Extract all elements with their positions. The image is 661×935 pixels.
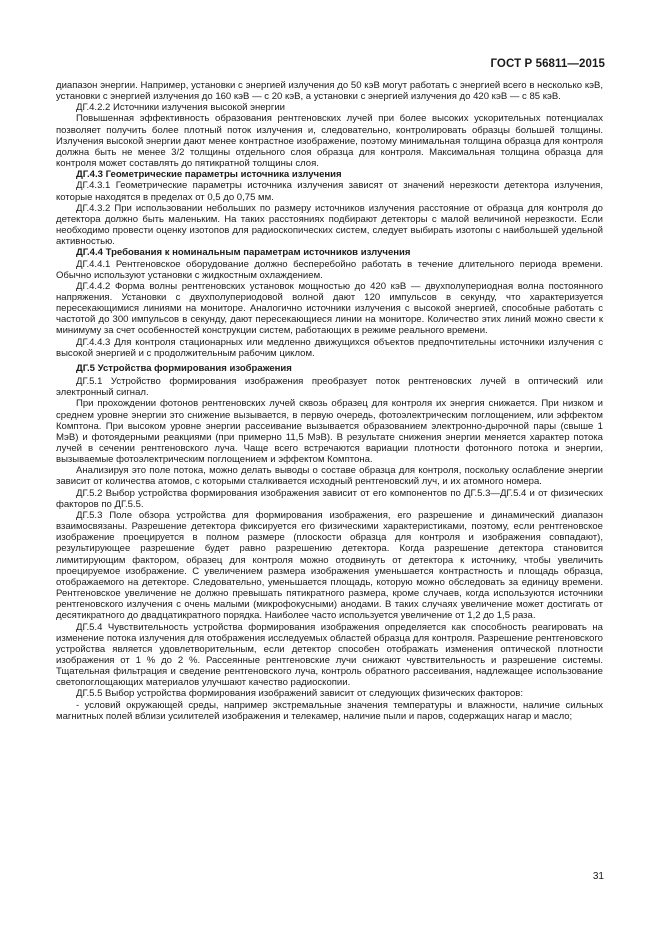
paragraph: ДГ.4.3.1 Геометрические параметры источника излучения зависят от значений нерезкости детектора излучения, которые находятся в пределах от 0,5 до 0,75 мм. (56, 180, 603, 203)
paragraph: ДГ.4.4.1 Рентгеновское оборудование должно бесперебойно работать в течение длительного периода времени. Обычно используют установки с жидкостным охлаждением. (56, 258, 603, 281)
paragraph: ДГ.5.2 Выбор устройства формирования изображения зависит от его компонентов по ДГ.5.3—ДГ.5.4 и от физических факторов по ДГ.5.5. (56, 487, 603, 510)
paragraph: ДГ.5.4 Чувствительность устройства формирования изображения определяется как способность реагировать на изменение потока излучения для отображения исследуемых областей образца для контроля. Разрешение рентгеновского устройства является удовлетворительным, если детектор способен отображать изменения оптической плотности изображения от 1 % до 2 %. Рассеянные рентгеновские лучи снижают чувствительность и разрешение системы. Тщательная фильтрация и сведение рентгеновского луча, контроль обратного рассеивания, надлежащее использование светопоглощающих материалов улучшают качество радиоскопии. (56, 621, 603, 689)
paragraph: ДГ.5.1 Устройство формирования изображения преобразует поток рентгеновских лучей в оптический или электронный сигнал. (56, 376, 603, 399)
paragraph: ДГ.4.2.2 Источники излучения высокой энергии (76, 102, 286, 114)
paragraph: ДГ.4.3.2 При использовании небольших по размеру источников излучения расстояние от образца для контроля до детектора должно быть маленьким. На таких расстояниях подбирают детекторы с малой величиной нерезкости. Если необходимо провести оценку изотопов для радиоскопических систем, следует выбирать изотопы с наибольшей удельной активностью. (56, 202, 603, 248)
paragraph: При прохождении фотонов рентгеновских лучей сквозь образец для контроля их энергия снижается. При низком и среднем уровне энергии это снижение вызывается, в первую очередь, фотоэлектрическим поглощением, или эффектом Комптона. При высоком уровне энергии рассеивание вызывается образованием электронно-дырочной пары (свыше 1 МэВ) и фотоядерными реакциями (при примерно 11,5 МэВ). В результате снижения энергии меняется характер потока лучей в сечении рентгеновского луча. Чаще всего встречаются вариации плотности фотонного потока и энергии, вызываемые фотоэлектрическим поглощением и эффектом Комптона. (56, 398, 603, 466)
paragraph: Анализируя это поле потока, можно делать выводы о составе образца для контроля, поскольку ослабление энергии зависит от количества атомов, с которыми сталкивается исходный рентгеновский луч, и их атомного номера. (56, 465, 603, 488)
document-body (56, 80, 603, 722)
paragraph: диапазон энергии. Например, установки с энергией излучения до 50 кэВ могут работать с энергией всего в несколько кэВ, установки с энергией излучения до 160 кэВ — с 20 кэВ, а установки с энергией излучения до 420 кэВ — с 85 кэВ. (56, 80, 603, 103)
paragraph: Повышенная эффективность образования рентгеновских лучей при более высоких ускорительных потенциалах позволяет получить более плотный поток излучения и, следовательно, контролировать образцы большей толщины. Излучения высокой энергии дают менее контрастное изображение, поэтому минимальная толщина образца для контроля должна быть не менее 3/2 толщины отдельного слоя образца для контроля. Максимальная толщина образца для контроля может составлять до пятикратной толщины слоя. (56, 113, 603, 170)
section-heading: ДГ.4.3 Геометрические параметры источника излучения (76, 169, 342, 181)
section-heading: ДГ.4.4 Требования к номинальным параметрам источников излучения (76, 247, 411, 259)
paragraph: ДГ.5.5 Выбор устройства формирования изображений зависит от следующих физических факторов: (76, 688, 523, 700)
section-heading: ДГ.5 Устройства формирования изображения (76, 362, 292, 374)
page-number: 31 (592, 871, 604, 882)
paragraph: ДГ.4.4.3 Для контроля стационарных или медленно движущихся объектов предпочтительны источники излучения с высокой энергией и с продолжительным рабочим циклом. (56, 336, 603, 359)
paragraph: ДГ.5.3 Поле обзора устройства для формирования изображения, его разрешение и динамический диапазон взаимосвязаны. Разрешение детектора фиксируется его физическими характеристиками, поэтому, если рентгеновское изображение проецируется в полном размере (плоскости образца для контроля и изображения совпадают), результирующее разрешение будет равно разрешению детектора. Когда разрешение детектора становится лимитирующим фактором, образец для контроля можно отодвинуть от детектора к источнику, чтобы увеличить проецируемое изображение. С увеличением размера изображения уменьшается контрастность и площадь образца, отображаемого на детекторе. Следовательно, уменьшается площадь, которую можно обследовать за единицу времени. Рентгеновское увеличение не должно превышать пятикратного размера, кроме случаев, когда используются источники рентгеновского излучения с очень малыми (микрофокусными) анодами. В таких случаях увеличение может достигать от десятикратного до двадцатикратного порядка. Наиболее часто используется увеличение от 1,2 до 1,5 раза. (56, 509, 603, 622)
document-header: ГОСТ Р 56811—2015 (490, 58, 605, 70)
paragraph: ДГ.4.4.2 Форма волны рентгеновских установок мощностью до 420 кэВ — двухполупериодная волна постоянного напряжения. Установки с двухполупериодовой волной дают 120 импульсов в секунду, что характеризуется пересекающимися линиями на мониторе. Аналогично источники излучения с высокой энергией, способные работать с частотой до 300 импульсов в секунду, дают пересекающиеся линии на мониторе. Количество этих линий можно свести к минимуму за счет особенностей конструкции систем, работающих в режиме реального времени. (56, 280, 603, 337)
paragraph: - условий окружающей среды, например экстремальные значения температуры и влажности, наличие сильных магнитных полей вблизи усилителей изображения и телекамер, наличие пыли и паров, содержащих нагар и масло; (56, 699, 603, 722)
